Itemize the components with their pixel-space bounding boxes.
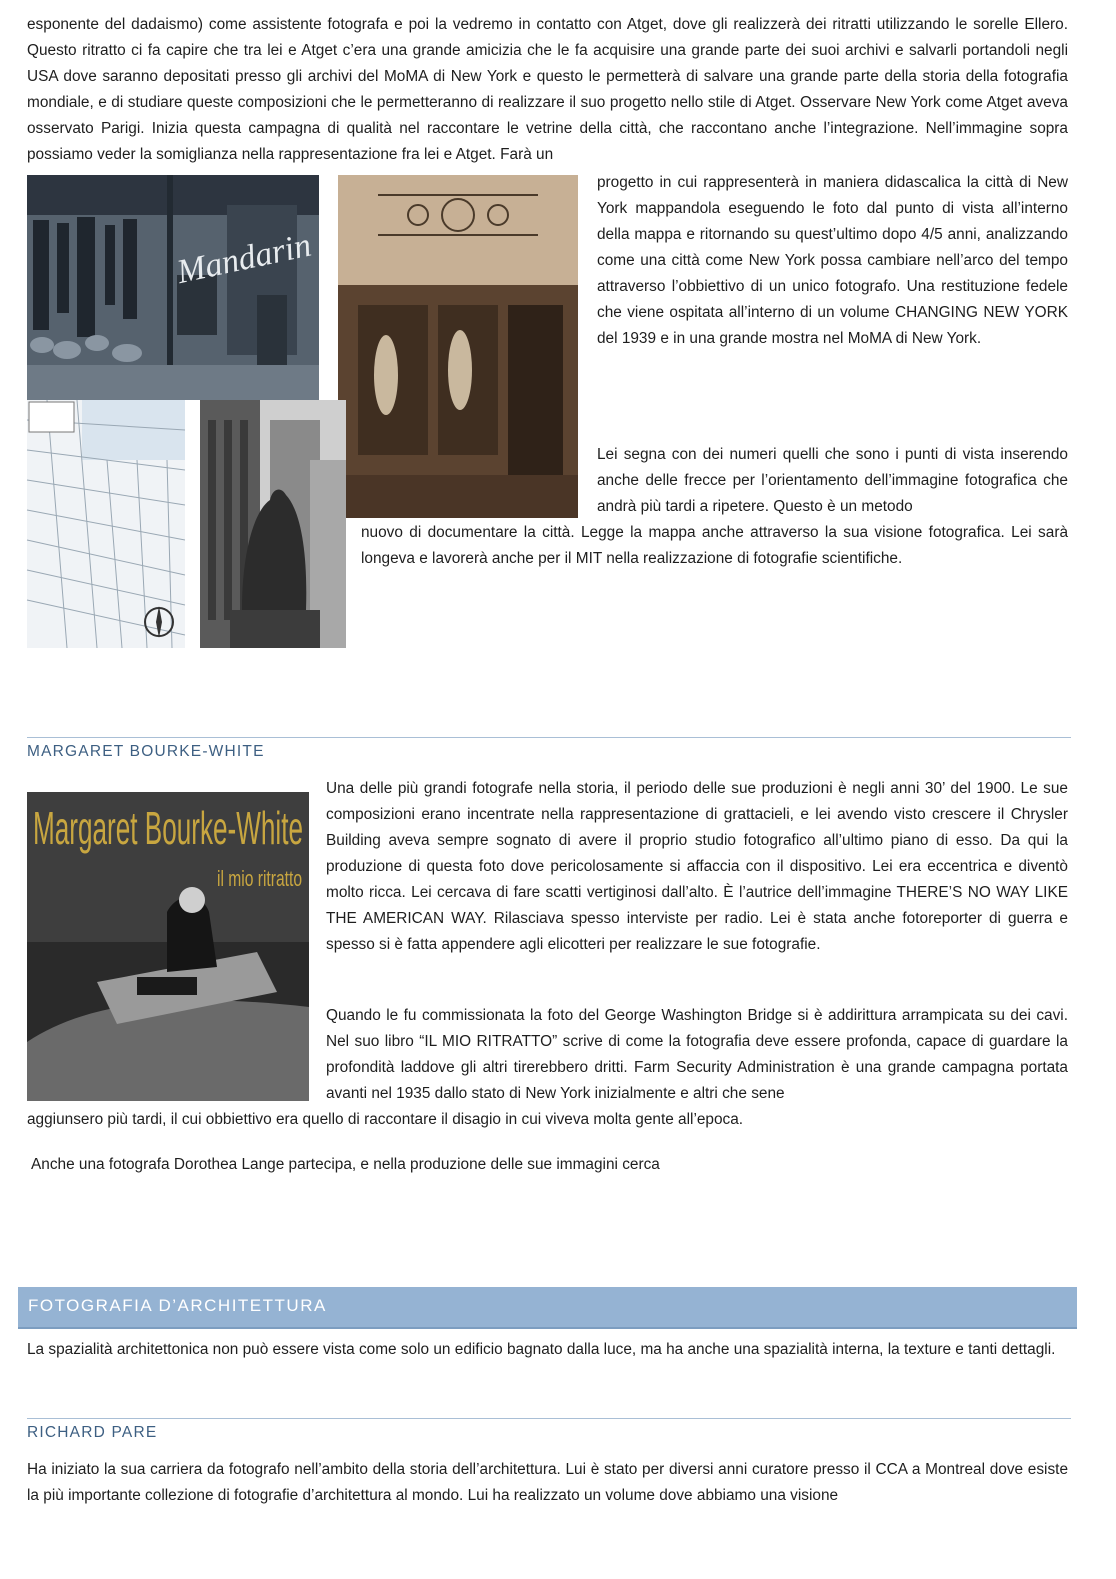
new-york-map-image bbox=[27, 400, 185, 648]
section-banner bbox=[18, 1287, 1077, 1329]
side-paragraph: progetto in cui rappresenterà in maniera didascalica la città di New York mappandola eseguendo le foto dal punto di vista all’interno della mappa e ritornando su quest’ultimo dopo 4/5 anni, analizzando come una città come New York possa cambiare nell’arco del tempo attraverso l’obbiettivo di un unico fotografo. Una restituzione fedele che viene ospitata all’interno di un volume CHANGING NEW YORK del 1939 e in una grande mostra nel MoMA di New York. bbox=[597, 174, 1068, 347]
bourke-white-paragraph-2: Quando le fu commissionata la foto del George Washington Bridge si è addirittura arrampicata su dei cavi. Nel suo libro “IL MIO RITRATTO” scrive di come la fotografia deve essere profonda, capace di guardare la profondità laddove gli altri tirerebbero dritti. Farm Security Administration è una grande campagna portata avanti nel 1935 dallo stato di New York inizialmente e altri che sene bbox=[326, 1007, 1068, 1102]
bourke-white-paragraph-3: Anche una fotografa Dorothea Lange partecipa, e nella produzione delle sue immagini cerca bbox=[31, 1156, 660, 1173]
bourke-white-paragraph-1: Una delle più grandi fotografe nella storia, il periodo delle sue produzioni è negli anni 30’ del 1900. Le sue composizioni erano incentrate nella rappresentazione di grattacieli, e lei avendo visto crescere il Chrysler Building aveva sempre sognato di avere il proprio studio fotografico all’ultimo piano di esso. Da qui la produzione di questa foto dove pericolosamente si affaccia con il dispositivo. Lei era eccentrica e diventò molto ricca. Lei cercava di fare scatti vertiginosi dall’alto. È l’autrice dell’immagine THERE’S NO WAY LIKE THE AMERICAN WAY. Rilasciava spesso interviste per radio. Lei è stata anche fotoreporter di guerra e spesso si è fatta appendere agli elicotteri per realizzare le sue fotografie. bbox=[326, 780, 1068, 953]
book-cover-image bbox=[27, 792, 309, 1101]
pare-paragraph: Ha iniziato la sua carriera da fotografo nell’ambito della storia dell’architettura. Lui è stato per diversi anni curatore presso il CCA a Montreal dove esiste la più importante collezione di fotografie d’architettura al mondo. Lui ha realizzato un volume dove abbiamo una visione bbox=[27, 1461, 1068, 1504]
architettura-paragraph: La spazialità architettonica non può essere vista come solo un edificio bagnato dalla luce, ma ha anche una spazialità interna, la texture e tanti dettagli. bbox=[27, 1341, 1056, 1358]
section-heading: RICHARD PARE bbox=[27, 1424, 158, 1441]
bourke-white-paragraph-2-end: aggiunsero più tardi, il cui obbiettivo era quello di raccontare il disagio in cui viveva molta gente all’epoca. bbox=[27, 1111, 744, 1128]
book-cover-subtitle: il mio ritratto bbox=[217, 866, 302, 891]
intro-paragraph: esponente del dadaismo) come assistente fotografa e poi la vedremo in contatto con Atget, dove gli realizzerà dei ritratti utilizzando le sorelle Ellero. Questo ritratto ci fa capire che tra lei e Atget c’era una grande amicizia che le fa acquisire una grande parte dei suoi archivi e salvarli portandoli negli USA dove saranno depositati presso gli archivi del MoMA di New York e questo le permetterà di salvare una grande parte della storia della fotografia mondiale, e di studiare queste composizioni che le permetteranno di realizzare il suo progetto nello stile di Atget. Osservare New York come Atget aveva osservato Parigi. Inizia questa campagna di qualità nel raccontare le vetrine della città, che raccontano anche l’integrazione. Nell’immagine sopra possiamo veder la somiglianza nella rappresentazione fra lei e Atget. Farà un bbox=[27, 16, 1068, 163]
section-rule bbox=[27, 737, 1071, 738]
side-paragraph-2: Lei segna con dei numeri quelli che sono i punti di vista inserendo anche delle frecce per l’orientamento dell’immagine fotografica che andrà più tardi a ripetere. Questo è un metodo bbox=[597, 446, 1068, 515]
atget-facade-photo bbox=[338, 175, 578, 518]
continuation-paragraph: nuovo di documentare la città. Legge la mappa anche attraverso la sua visione fotografica. Lei sarà longeva e lavorerà anche per il MIT nella realizzazione di fotografie scientifiche. bbox=[361, 524, 1068, 567]
section-rule bbox=[27, 1418, 1071, 1419]
statue-photo bbox=[200, 400, 346, 648]
book-cover-title: Margaret Bourke-White bbox=[33, 802, 303, 854]
section-banner-title: FOTOGRAFIA D’ARCHITETTURA bbox=[28, 1296, 327, 1315]
shop-window-photo bbox=[27, 175, 319, 400]
section-heading: MARGARET BOURKE-WHITE bbox=[27, 743, 265, 760]
shop-window-sign: Mandarin bbox=[173, 226, 315, 292]
